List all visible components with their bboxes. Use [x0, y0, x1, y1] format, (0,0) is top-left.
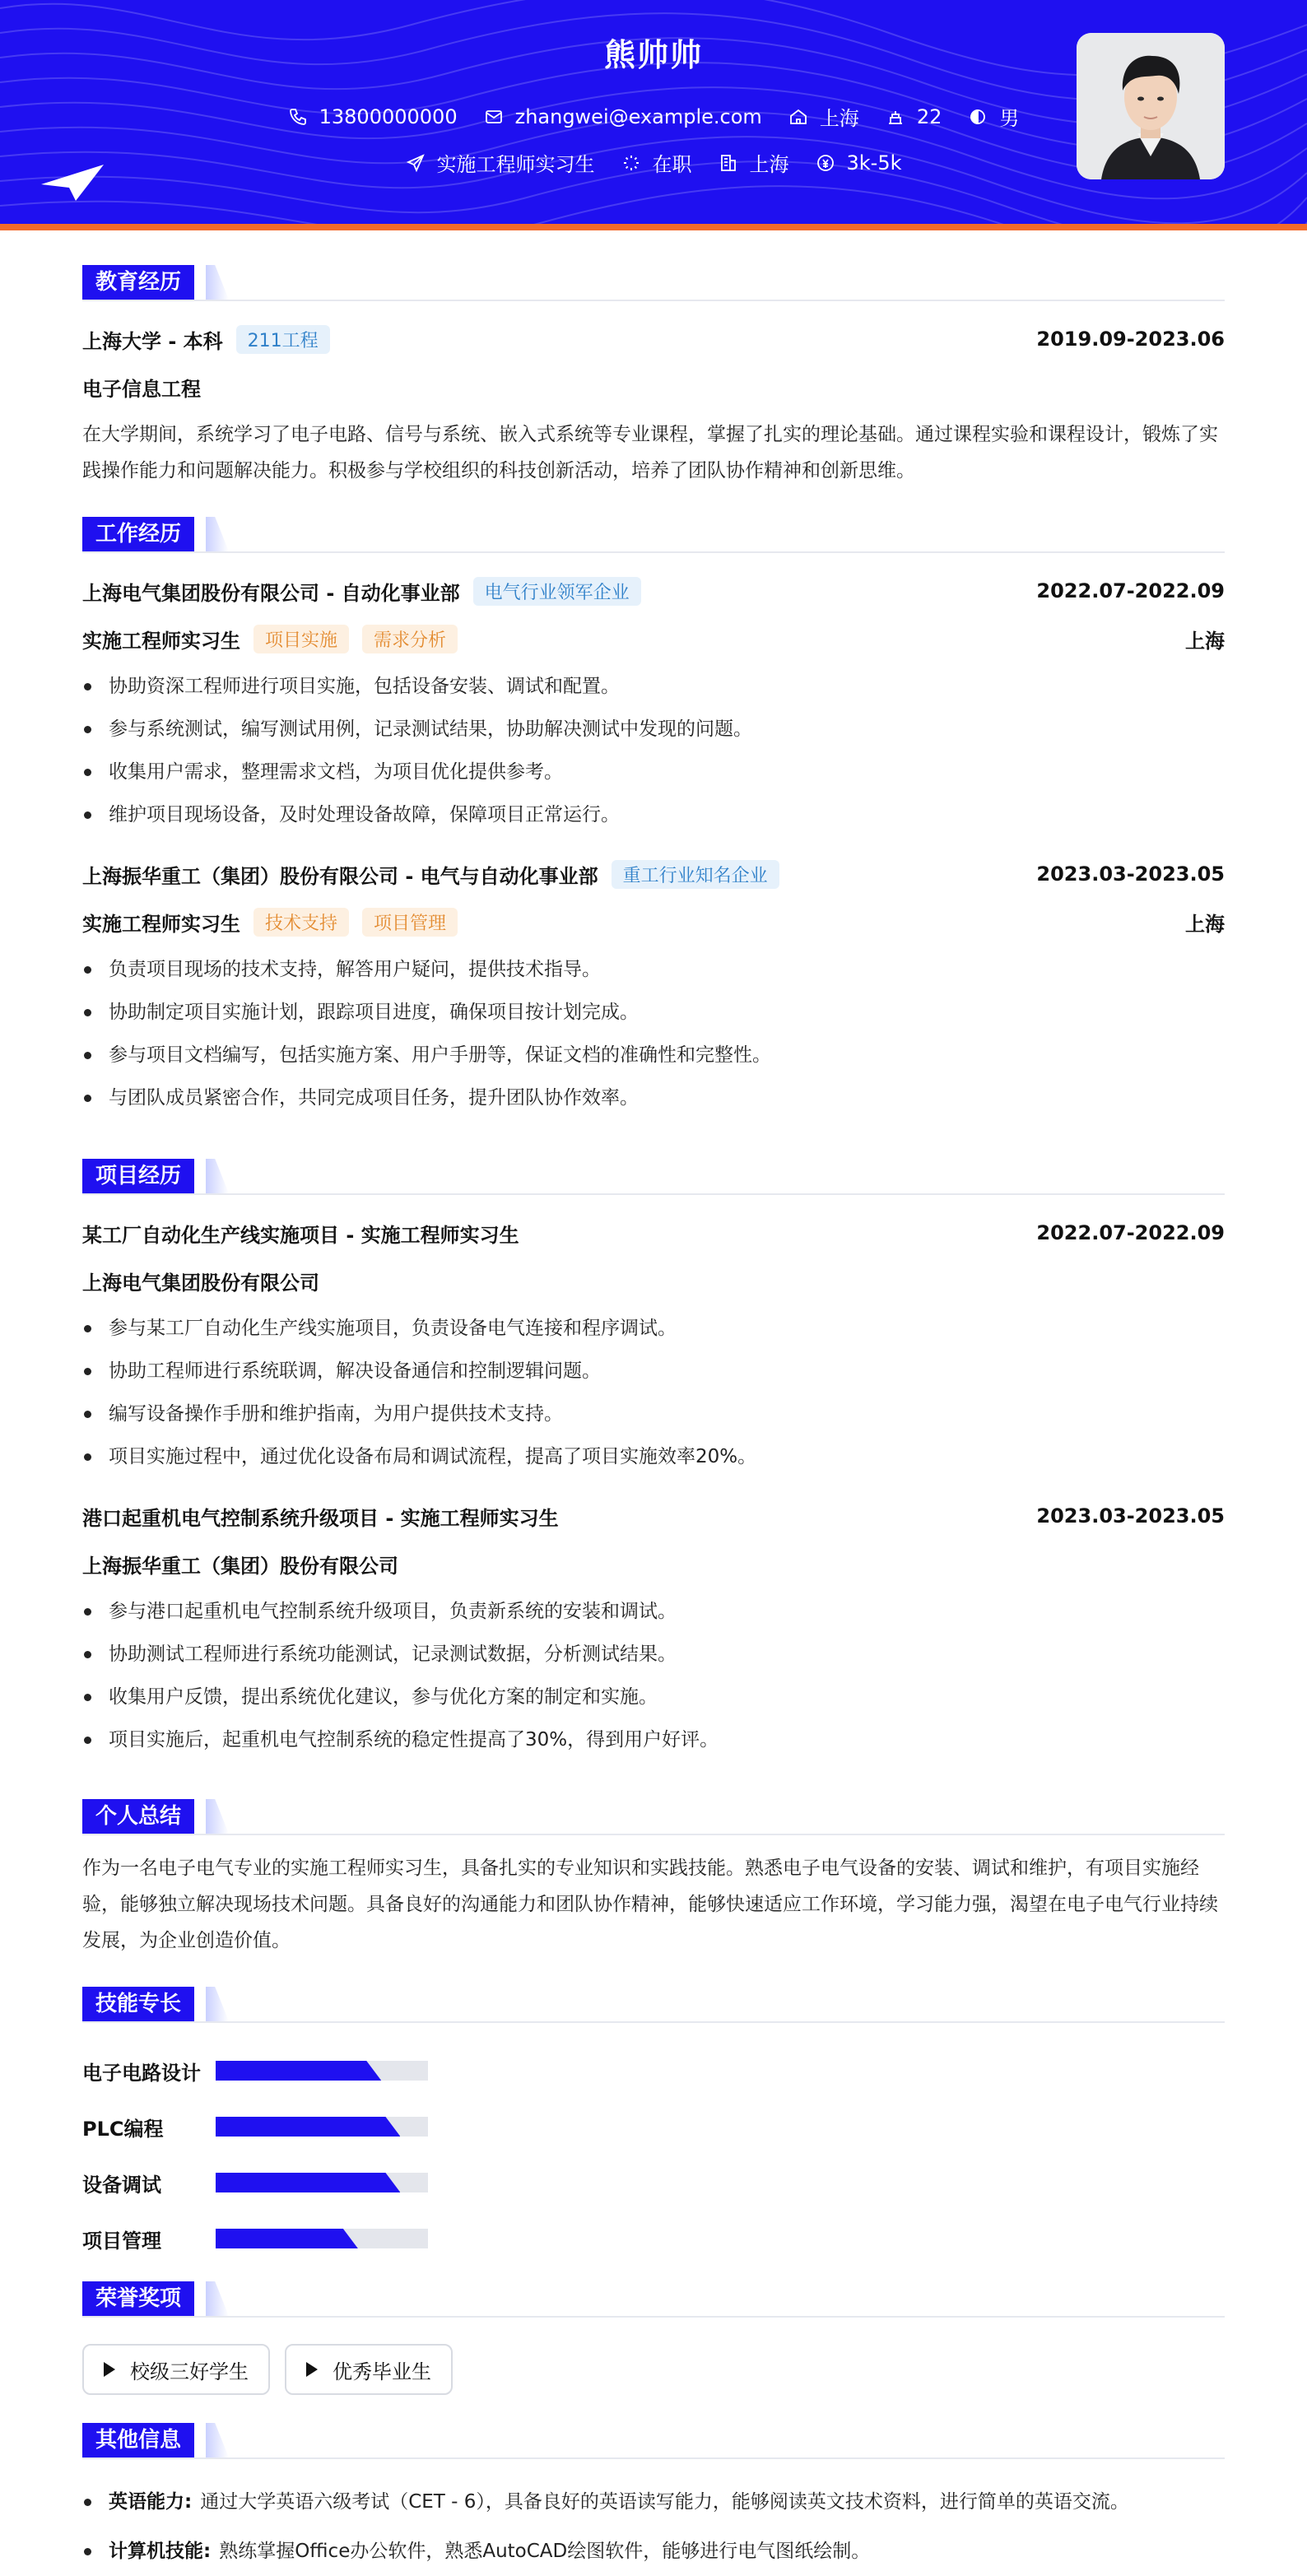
project-company: 上海电气集团股份有限公司 — [82, 1271, 319, 1295]
status-text: 在职 — [652, 153, 692, 176]
section-title: 荣誉奖项 — [82, 2281, 194, 2316]
skill-fill — [216, 2061, 381, 2081]
section-header — [82, 265, 1225, 301]
other-text: 通过大学英语六级考试（CET - 6），具备良好的英语读写能力，能够阅读英文技术资料，进行简单的英语交流。 — [200, 2491, 1129, 2513]
age-text: 22 — [916, 105, 942, 128]
list-item: 项目实施后，起重机电气控制系统的稳定性提高了30%，得到用户好评。 — [82, 1718, 1225, 1761]
skills-grid — [82, 2043, 1225, 2267]
section-header — [82, 1159, 1225, 1195]
work-city-info — [719, 148, 789, 177]
summary-text: 作为一名电子电气专业的实施工程师实习生，具备扎实的专业知识和实践技能。熟悉电子电气设备的安装、调试和维护，有项目实施经验，能够独立解决现场技术问题。具备良好的沟通能力和团队协作精神，能够快速适应工作环境，学习能力强，渴望在电子电气行业持续发展，为企业创造价值。 — [82, 1858, 1218, 1951]
home-icon — [788, 107, 808, 127]
play-icon — [306, 2362, 318, 2377]
project-company-row — [82, 1549, 1225, 1579]
major-row — [82, 372, 1225, 402]
skill-name: PLC编程 — [82, 2117, 164, 2141]
list-item: 协助测试工程师进行系统功能测试，记录测试数据，分析测试结果。 — [82, 1633, 1225, 1676]
section-title: 教育经历 — [82, 265, 194, 300]
major-name: 电子信息工程 — [82, 377, 201, 401]
skill-fill — [216, 2229, 358, 2248]
skill-tag: 需求分析 — [362, 625, 458, 653]
avatar — [1077, 33, 1225, 179]
skill-tag: 项目管理 — [362, 908, 458, 937]
work-item — [82, 859, 1225, 1119]
work-bullets — [82, 665, 1225, 836]
city-info — [788, 102, 859, 131]
role-row — [82, 624, 1225, 653]
gender-text: 男 — [999, 107, 1020, 130]
skill-bar — [216, 2229, 428, 2248]
skill-bar — [216, 2173, 428, 2192]
city-text: 上海 — [819, 107, 859, 130]
other-label: 计算机技能: — [109, 2541, 212, 2562]
education-description: 在大学期间，系统学习了电子电路、信号与系统、嵌入式系统等专业课程，掌握了扎实的理论基础。通过课程实验和课程设计，锻炼了实践操作能力和问题解决能力。积极参与学校组织的科技创新活动，培养了团队协作精神和创新思维。 — [82, 424, 1218, 481]
title-tail — [206, 2423, 229, 2457]
send-icon — [406, 153, 426, 173]
phone-text: 13800000000 — [319, 105, 458, 128]
email-info — [484, 105, 762, 128]
list-item: 维护项目现场设备，及时处理设备故障，保障项目正常运行。 — [82, 793, 1225, 836]
section-header — [82, 2281, 1225, 2318]
skill-item — [82, 2099, 662, 2155]
phone-info — [288, 105, 458, 128]
skill-tag: 项目实施 — [253, 625, 349, 653]
education-section — [82, 265, 1225, 489]
section-header — [82, 1799, 1225, 1835]
section-title: 项目经历 — [82, 1159, 194, 1193]
role-row — [82, 907, 1225, 937]
age-info — [886, 105, 942, 128]
play-icon — [104, 2362, 115, 2377]
phone-icon — [288, 107, 308, 127]
list-item: 收集用户反馈，提出系统优化建议，参与优化方案的制定和实施。 — [82, 1676, 1225, 1718]
skill-tag: 技术支持 — [253, 908, 349, 937]
section-header — [82, 1987, 1225, 2023]
project-date: 2022.07-2022.09 — [1036, 1221, 1225, 1244]
project-head — [82, 1218, 1225, 1248]
skill-fill — [216, 2117, 400, 2137]
project-name: 港口起重机电气控制系统升级项目 - 实施工程师实习生 — [82, 1506, 559, 1530]
resume-header — [0, 0, 1307, 230]
work-location: 上海 — [1185, 629, 1225, 653]
position-text: 实施工程师实习生 — [436, 153, 595, 176]
list-item: 负责项目现场的技术支持，解答用户疑问，提供技术指导。 — [82, 948, 1225, 991]
list-item: 协助制定项目实施计划，跟踪项目进度，确保项目按计划完成。 — [82, 991, 1225, 1034]
title-tail — [206, 1987, 229, 2021]
project-item — [82, 1501, 1225, 1761]
title-tail — [206, 1159, 229, 1193]
gender-icon — [968, 107, 988, 127]
project-name: 某工厂自动化生产线实施项目 - 实施工程师实习生 — [82, 1223, 519, 1247]
email-text: zhangwei@example.com — [514, 105, 762, 128]
section-title: 其他信息 — [82, 2423, 194, 2457]
list-item: 参与系统测试，编写测试用例，记录测试结果，协助解决测试中发现的问题。 — [82, 708, 1225, 751]
list-item: 收集用户需求，整理需求文档，为项目优化提供参考。 — [82, 751, 1225, 793]
awards-section — [82, 2281, 1225, 2395]
work-item — [82, 576, 1225, 836]
other-list — [82, 2477, 1225, 2576]
other-section — [82, 2423, 1225, 2576]
role-name: 实施工程师实习生 — [82, 912, 240, 936]
candidate-name: 熊帅帅 — [603, 37, 703, 73]
work-section — [82, 517, 1225, 1119]
mail-icon — [484, 107, 504, 127]
list-item: 项目实施过程中，通过优化设备布局和调试流程，提高了项目实施效率20%。 — [82, 1435, 1225, 1478]
list-item — [82, 2527, 1225, 2576]
role-name: 实施工程师实习生 — [82, 629, 240, 653]
school-tag: 211工程 — [236, 325, 330, 354]
project-bullets — [82, 1307, 1225, 1478]
project-bullets — [82, 1590, 1225, 1761]
skill-name: 项目管理 — [82, 2229, 161, 2253]
skill-name: 设备调试 — [82, 2173, 161, 2197]
award-chip — [82, 2344, 270, 2395]
section-header — [82, 517, 1225, 553]
education-head — [82, 324, 1225, 354]
other-text: 熟练掌握Office办公软件，熟悉AutoCAD绘图软件，能够进行电气图纸绘制。 — [219, 2541, 871, 2562]
list-item: 参与港口起重机电气控制系统升级项目，负责新系统的安装和调试。 — [82, 1590, 1225, 1633]
company-name: 上海振华重工（集团）股份有限公司 - 电气与自动化事业部 — [82, 864, 598, 888]
title-tail — [206, 517, 229, 551]
work-date: 2022.07-2022.09 — [1036, 579, 1225, 602]
project-company-row — [82, 1266, 1225, 1295]
skill-bar — [216, 2061, 428, 2081]
summary-section — [82, 1799, 1225, 1959]
list-item: 协助工程师进行系统联调，解决设备通信和控制逻辑问题。 — [82, 1350, 1225, 1393]
list-item: 与团队成员紧密合作，共同完成项目任务，提升团队协作效率。 — [82, 1076, 1225, 1119]
gender-info — [968, 102, 1019, 131]
age-icon — [886, 107, 905, 127]
company-name: 上海电气集团股份有限公司 - 自动化事业部 — [82, 581, 460, 605]
project-date: 2023.03-2023.05 — [1036, 1504, 1225, 1527]
status-icon — [621, 153, 641, 173]
building-icon — [719, 153, 738, 173]
list-item — [82, 2477, 1225, 2527]
resume-content — [82, 237, 1225, 2576]
skill-bar — [216, 2117, 428, 2137]
company-tag: 电气行业领军企业 — [473, 577, 641, 606]
title-tail — [206, 2281, 229, 2316]
award-label: 优秀毕业生 — [333, 2360, 431, 2383]
skill-name: 电子电路设计 — [82, 2061, 201, 2085]
salary-info — [816, 151, 902, 174]
section-title: 技能专长 — [82, 1987, 194, 2021]
skill-item — [82, 2155, 662, 2211]
award-chip — [285, 2344, 453, 2395]
skill-item — [82, 2043, 662, 2099]
title-tail — [206, 1799, 229, 1834]
list-item: 参与某工厂自动化生产线实施项目，负责设备电气连接和程序调试。 — [82, 1307, 1225, 1350]
award-label: 校级三好学生 — [130, 2360, 249, 2383]
work-head — [82, 576, 1225, 606]
work-city-text: 上海 — [749, 153, 789, 176]
work-location: 上海 — [1185, 912, 1225, 936]
awards-list — [82, 2344, 1225, 2395]
project-company: 上海振华重工（集团）股份有限公司 — [82, 1554, 398, 1578]
list-item: 协助资深工程师进行项目实施，包括设备安装、调试和配置。 — [82, 665, 1225, 708]
salary-text: 3k-5k — [846, 151, 902, 174]
work-bullets — [82, 948, 1225, 1119]
company-tag: 重工行业知名企业 — [612, 860, 779, 889]
title-tail — [206, 265, 229, 300]
list-item: 参与项目文档编写，包括实施方案、用户手册等，保证文档的准确性和完整性。 — [82, 1034, 1225, 1076]
section-title: 个人总结 — [82, 1799, 194, 1834]
status-info — [621, 148, 692, 177]
paper-plane-icon — [40, 161, 105, 204]
salary-icon — [816, 153, 835, 173]
work-head — [82, 859, 1225, 889]
project-item — [82, 1218, 1225, 1478]
education-date: 2019.09-2023.06 — [1036, 328, 1225, 351]
projects-section — [82, 1159, 1225, 1761]
skill-fill — [216, 2173, 400, 2192]
school-name: 上海大学 - 本科 — [82, 329, 223, 353]
position-info — [406, 148, 595, 177]
skills-section — [82, 1987, 1225, 2267]
other-label: 英语能力: — [109, 2491, 193, 2513]
project-head — [82, 1501, 1225, 1531]
list-item: 编写设备操作手册和维护指南，为用户提供技术支持。 — [82, 1393, 1225, 1435]
work-date: 2023.03-2023.05 — [1036, 863, 1225, 886]
skill-item — [82, 2211, 662, 2267]
section-title: 工作经历 — [82, 517, 194, 551]
section-header — [82, 2423, 1225, 2459]
